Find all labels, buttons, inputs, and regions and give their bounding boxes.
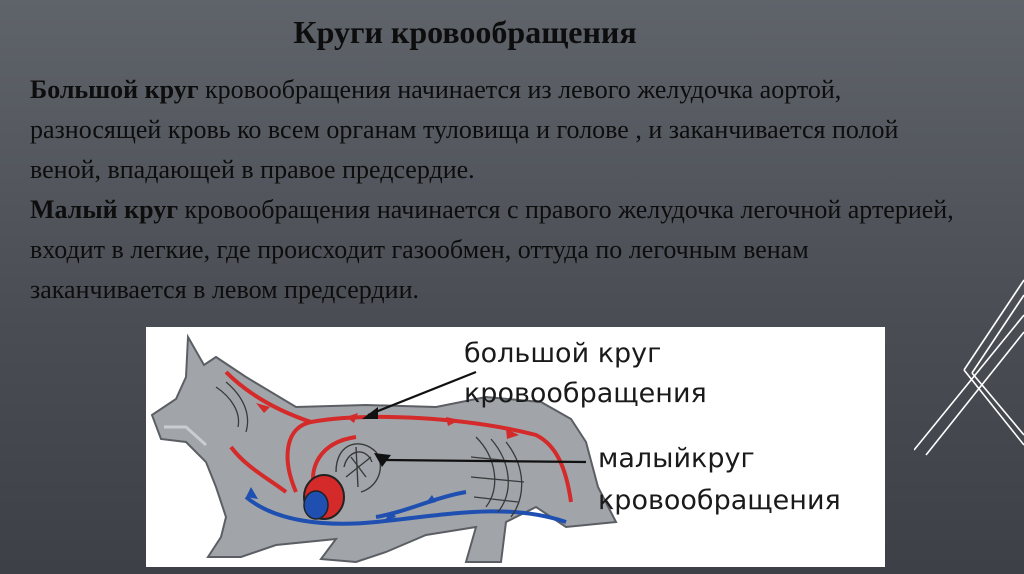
pulmonary-description: кровообращения начинается с правого желудочка легочной артерией, входит в легкие, где происходит газообмен, оттуда по легочным венам заканчивается в левом предсердии. [30, 195, 954, 304]
body-text [30, 70, 960, 310]
dog-circulation-illustration [146, 327, 885, 567]
slide-title: Круги кровообращения [293, 14, 637, 50]
paragraph-systemic [30, 70, 960, 190]
pulmonary-term: Малый круг [30, 195, 179, 224]
label-systemic-line1: большой круг [464, 338, 662, 369]
decorative-lines [914, 270, 1024, 460]
label-pulmonary-line1: малыйкруг [598, 443, 755, 474]
label-systemic-line2: кровообращения [464, 378, 707, 409]
heart [304, 475, 344, 519]
systemic-term: Большой круг [30, 75, 199, 104]
dog-body-silhouette [152, 337, 616, 562]
circulation-diagram [146, 327, 885, 567]
label-pulmonary-line2: кровообращения [598, 485, 841, 516]
systemic-description: кровообращения начинается из левого желудочка аортой, разносящей кровь ко всем органам туловища и голове , и заканчивается полой веной, впадающей в правое предсердие. [30, 75, 899, 184]
paragraph-pulmonary [30, 190, 960, 310]
